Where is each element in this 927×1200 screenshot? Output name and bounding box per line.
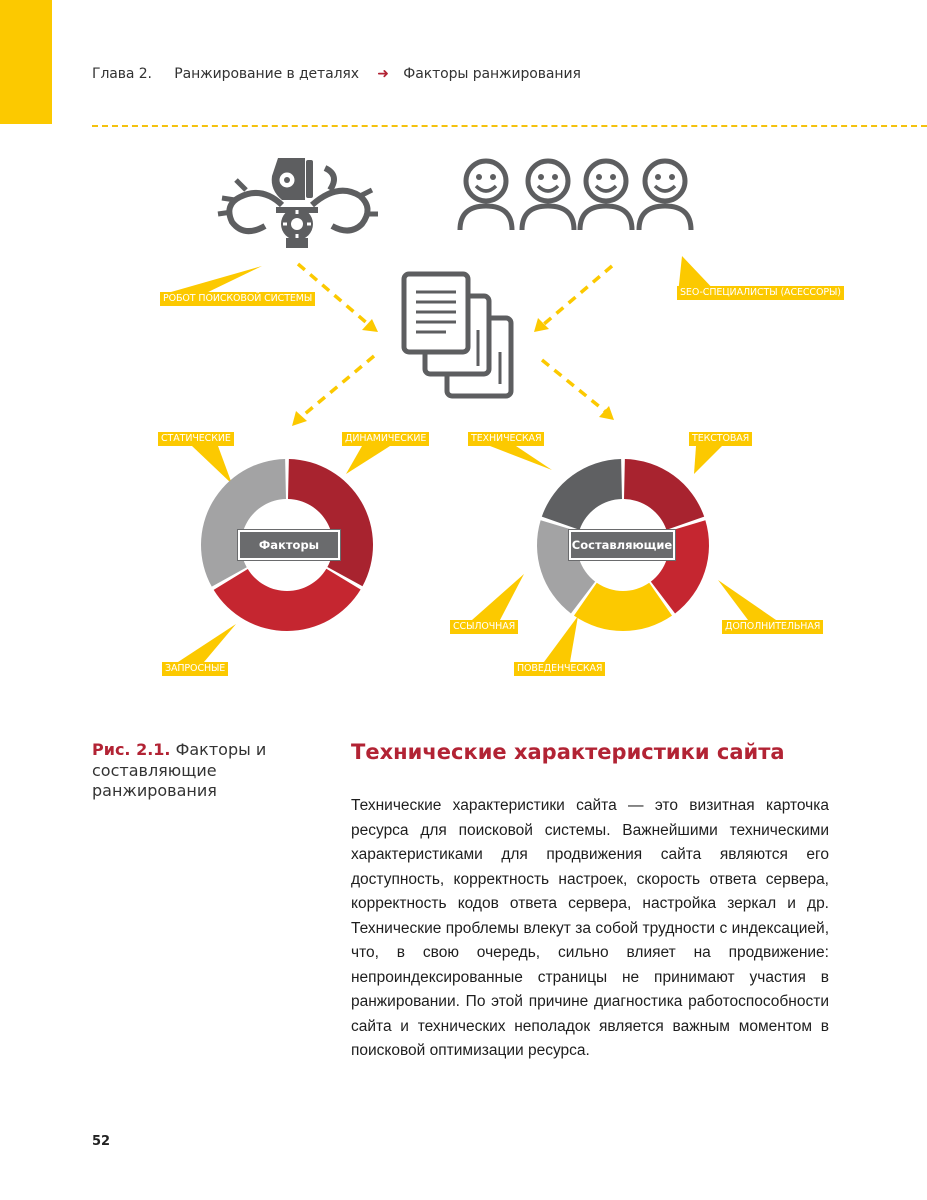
label-technical: ТЕХНИЧЕСКАЯ xyxy=(468,432,544,446)
donut-segment-query xyxy=(201,459,286,587)
documents-icon xyxy=(404,274,511,396)
person-icon xyxy=(460,161,512,230)
factors-center-label: Факторы xyxy=(238,530,340,560)
person-icon xyxy=(522,161,574,230)
header-chapter: Глава 2. xyxy=(92,66,152,82)
section-title: Технические характеристики сайта xyxy=(351,740,785,764)
page-number: 52 xyxy=(92,1134,111,1149)
donut-segment-static xyxy=(288,459,373,586)
donut-segment-link xyxy=(542,459,622,530)
label-search-robot: РОБОТ ПОИСКОВОЙ СИСТЕМЫ xyxy=(160,292,315,306)
label-seo-specialists: SEO-СПЕЦИАЛИСТЫ (АСЕССОРЫ) xyxy=(677,286,844,300)
label-text: ТЕКСТОВАЯ xyxy=(689,432,752,446)
person-icon xyxy=(580,161,632,230)
figure-number: Рис. 2.1. xyxy=(92,740,171,759)
robot-icon xyxy=(218,158,378,248)
header-section: Ранжирование в деталях xyxy=(174,66,359,82)
donut-segment-dynamic xyxy=(214,569,361,631)
person-icon xyxy=(639,161,691,230)
figure-caption xyxy=(92,740,272,802)
body-paragraph: Технические характеристики сайта — это визитная карточка ресурса для поисковой системы. Важнейшими техническими характеристиками для продвижения сайта являются его доступность, корректность настроек, скорость ответа сервера, корректность кодов ответа сервера, настройка зеркал и др. Технические проблемы влекут за собой трудности с индексацией, что, в свою очередь, сильно влияет на продвижение: непроиндексированные страницы не принимают участия в ранжировании. По этой причине диагностика работоспособности сайта и технических неполадок является важным моментом в поисковой оптимизации ресурса. xyxy=(351,797,829,1059)
label-link: ССЫЛОЧНАЯ xyxy=(450,620,518,634)
figure-caption-text: Факторы и составляющие ранжирования xyxy=(92,740,267,800)
header-subsection: Факторы ранжирования xyxy=(403,66,581,82)
people-icon xyxy=(460,161,691,230)
components-center-label: Составляющие xyxy=(569,530,675,560)
donut-segment-technical xyxy=(624,459,704,530)
label-query: ЗАПРОСНЫЕ xyxy=(162,662,228,676)
label-additional: ДОПОЛНИТЕЛЬНАЯ xyxy=(722,620,823,634)
label-behavioral: ПОВЕДЕНЧЕСКАЯ xyxy=(514,662,605,676)
arrow-right-icon: ➜ xyxy=(377,66,389,82)
label-dynamic: ДИНАМИЧЕСКИЕ xyxy=(342,432,429,446)
label-static: СТАТИЧЕСКИЕ xyxy=(158,432,234,446)
